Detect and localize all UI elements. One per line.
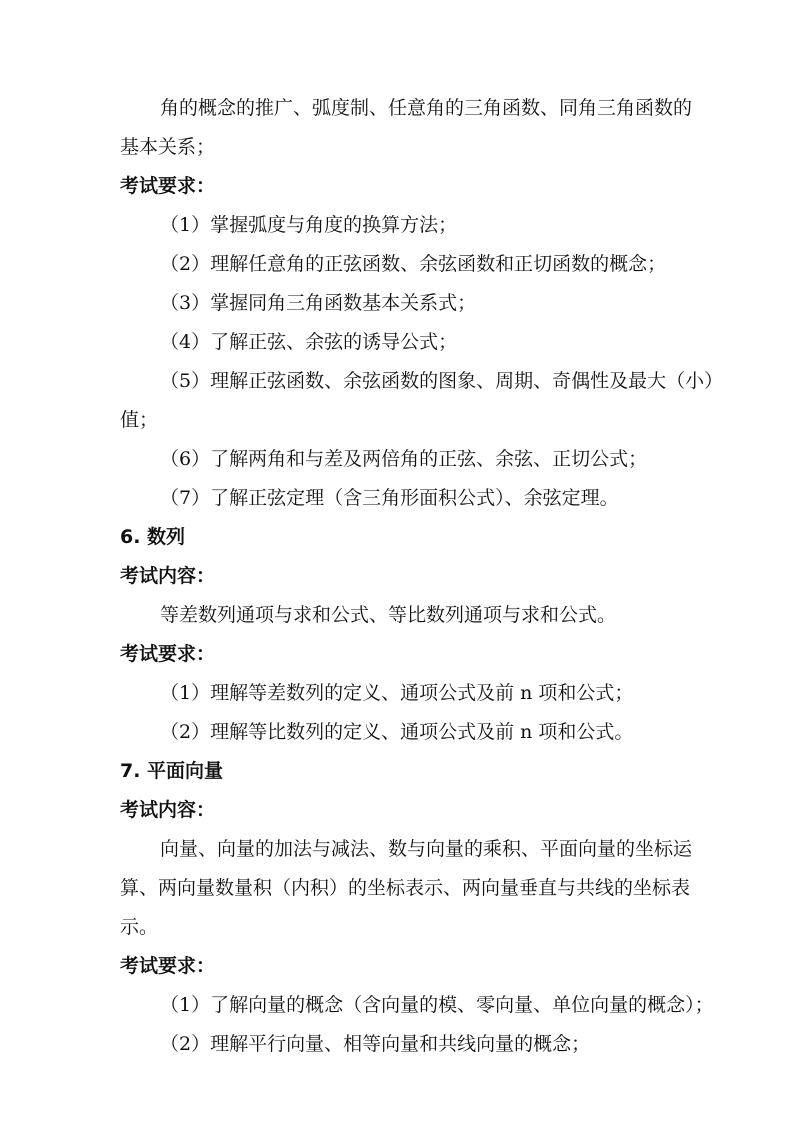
s5-content-line-1: 角的概念的推广、弧度制、任意角的三角函数、同角三角函数的 xyxy=(160,97,693,119)
s5-req-item-3: （3）掌握同角三角函数基本关系式； xyxy=(160,292,477,314)
s5-req-item-7: （7）了解正弦定理（含三角形面积公式）、余弦定理。 xyxy=(160,487,619,509)
s7-title: 7. 平面向量 xyxy=(120,760,224,782)
s7-content-line-3: 示。 xyxy=(120,916,159,938)
s5-req-item-1: （1）掌握弧度与角度的换算方法； xyxy=(160,214,458,236)
s5-req-item-6: （6）了解两角和与差及两倍角的正弦、余弦、正切公式； xyxy=(160,448,648,470)
s5-req-item-5-cont: 值； xyxy=(120,409,159,431)
s7-content-line-2: 算、两向量数量积（内积）的坐标表示、两向量垂直与共线的坐标表 xyxy=(120,877,691,899)
s6-content-line-1: 等差数列通项与求和公式、等比数列通项与求和公式。 xyxy=(160,604,617,626)
s7-content-line-1: 向量、向量的加法与减法、数与向量的乘积、平面向量的坐标运 xyxy=(160,838,693,860)
s6-req-item-2: （2）理解等比数列的定义、通项公式及前 n 项和公式。 xyxy=(160,721,634,743)
s5-req-item-4: （4）了解正弦、余弦的诱导公式； xyxy=(160,331,458,353)
s6-requirements-heading: 考试要求： xyxy=(120,643,216,665)
s6-req-item-1: （1）理解等差数列的定义、通项公式及前 n 项和公式； xyxy=(160,682,634,704)
s7-req-item-1: （1）了解向量的概念（含向量的模、零向量、单位向量的概念）； xyxy=(160,994,714,1016)
s6-content-heading: 考试内容： xyxy=(120,565,216,587)
s6-title: 6. 数列 xyxy=(120,526,186,548)
s5-req-item-5: （5）理解正弦函数、余弦函数的图象、周期、奇偶性及最大（小） xyxy=(160,370,724,392)
s5-req-item-2: （2）理解任意角的正弦函数、余弦函数和正切函数的概念； xyxy=(160,253,667,275)
s5-requirements-heading: 考试要求： xyxy=(120,175,216,197)
s7-requirements-heading: 考试要求： xyxy=(120,955,216,977)
s5-content-line-2: 基本关系； xyxy=(120,136,216,158)
s7-req-item-2: （2）理解平行向量、相等向量和共线向量的概念； xyxy=(160,1033,591,1055)
s7-content-heading: 考试内容： xyxy=(120,799,216,821)
